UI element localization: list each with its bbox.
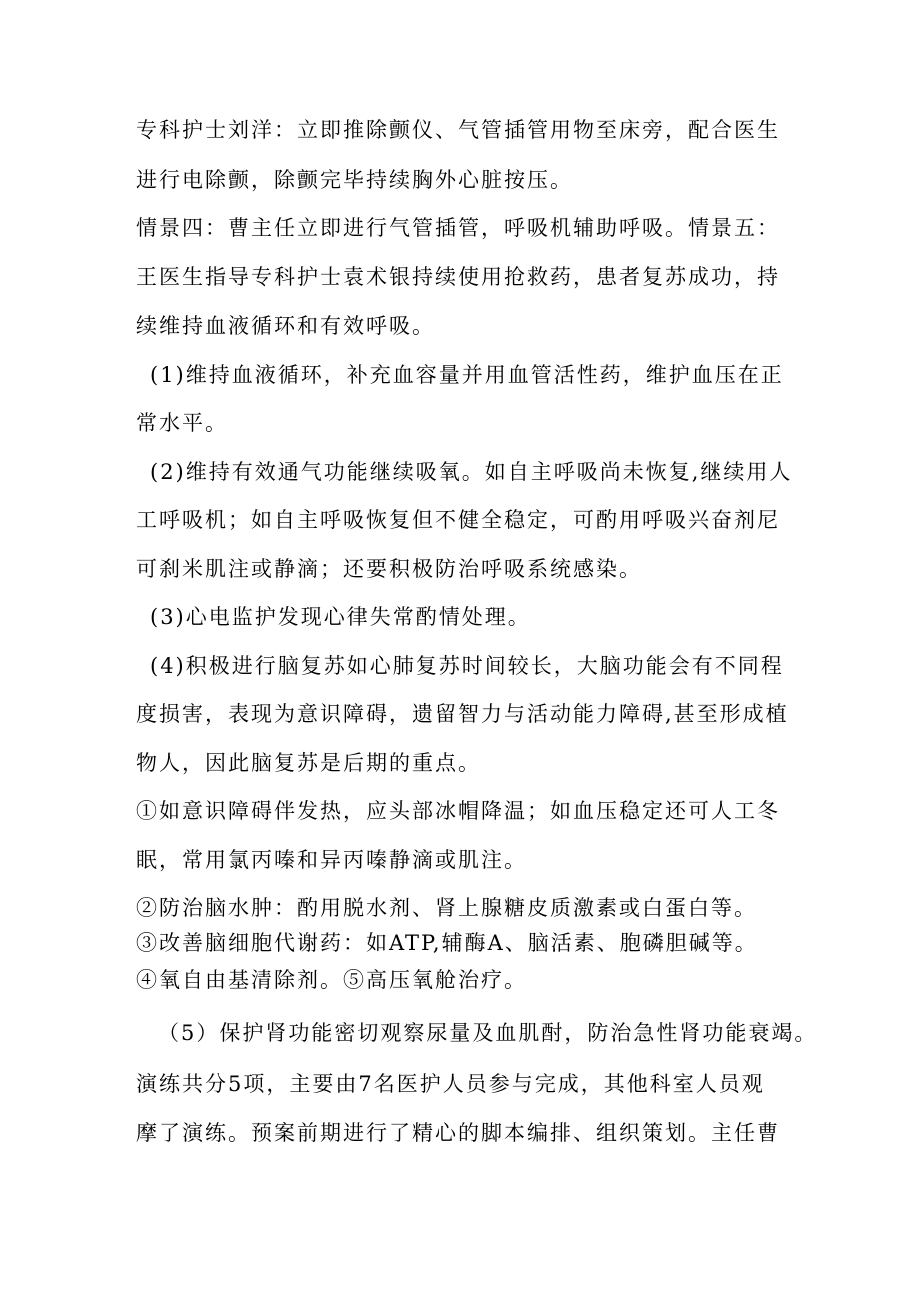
text-line: 度损害，表现为意识障碍，遗留智力与活动能力障碍,甚至形成植	[136, 702, 789, 726]
text-line: 常水平。	[136, 411, 228, 435]
text-line: 工呼吸机；如自主呼吸恢复但不健全稳定，可酌用呼吸兴奋剂尼	[136, 508, 780, 532]
text-line: (3)心电监护发现心律失常酌情处理。	[150, 605, 531, 629]
text-line: （5）保护肾功能密切观察尿量及血肌酎，防治急性肾功能衰竭。	[158, 1021, 818, 1045]
text-line: 可刹米肌注或静滴；还要积极防治呼吸系统感染。	[136, 557, 642, 581]
text-line: ④氧自由基清除剂。⑤高压氧舱治疗。	[136, 968, 527, 992]
text-line: ①如意识障碍伴发热，应头部冰帽降温；如血压稳定还可人工冬	[136, 799, 780, 823]
text-line: ②防治脑水肿：酌用脱水剂、肾上腺糖皮质激素或白蛋白等。	[136, 896, 757, 920]
text-line: (1)维持血液循环，补充血容量并用血管活性药，维护血压在正	[150, 363, 784, 387]
text-line: 续维持血液循环和有效呼吸。	[136, 314, 435, 338]
text-line: 专科护士刘洋：立即推除颤仪、气管插管用物至床旁，配合医生	[136, 118, 780, 142]
text-line: 演练共分5项，主要由7名医护人员参与完成，其他科室人员观	[136, 1072, 765, 1096]
text-line: 进行电除颤，除颤完毕持续胸外心脏按压。	[136, 168, 573, 192]
text-line: (2)维持有效通气功能继续吸氧。如自主呼吸尚未恢复,继续用人	[150, 460, 793, 484]
text-line: 物人，因此脑复苏是后期的重点。	[136, 751, 481, 775]
text-line: 摩了演练。预案前期进行了精心的脚本编排、组织策划。主任曹	[136, 1121, 780, 1145]
text-line: 情景四：曹主任立即进行气管插管，呼吸机辅助呼吸。情景五：	[136, 216, 780, 240]
text-line: 王医生指导专科护士袁术银持续使用抢救药，患者复苏成功，持	[136, 265, 780, 289]
text-line: 眠，常用氯丙嗪和异丙嗪静滴或肌注。	[136, 848, 527, 872]
text-line: (4)积极进行脑复苏如心肺复苏时间较长，大脑功能会有不同程	[150, 654, 784, 678]
text-line: ③改善脑细胞代谢药：如ATP,辅酶A、脑活素、胞磷胆碱等。	[136, 931, 758, 955]
